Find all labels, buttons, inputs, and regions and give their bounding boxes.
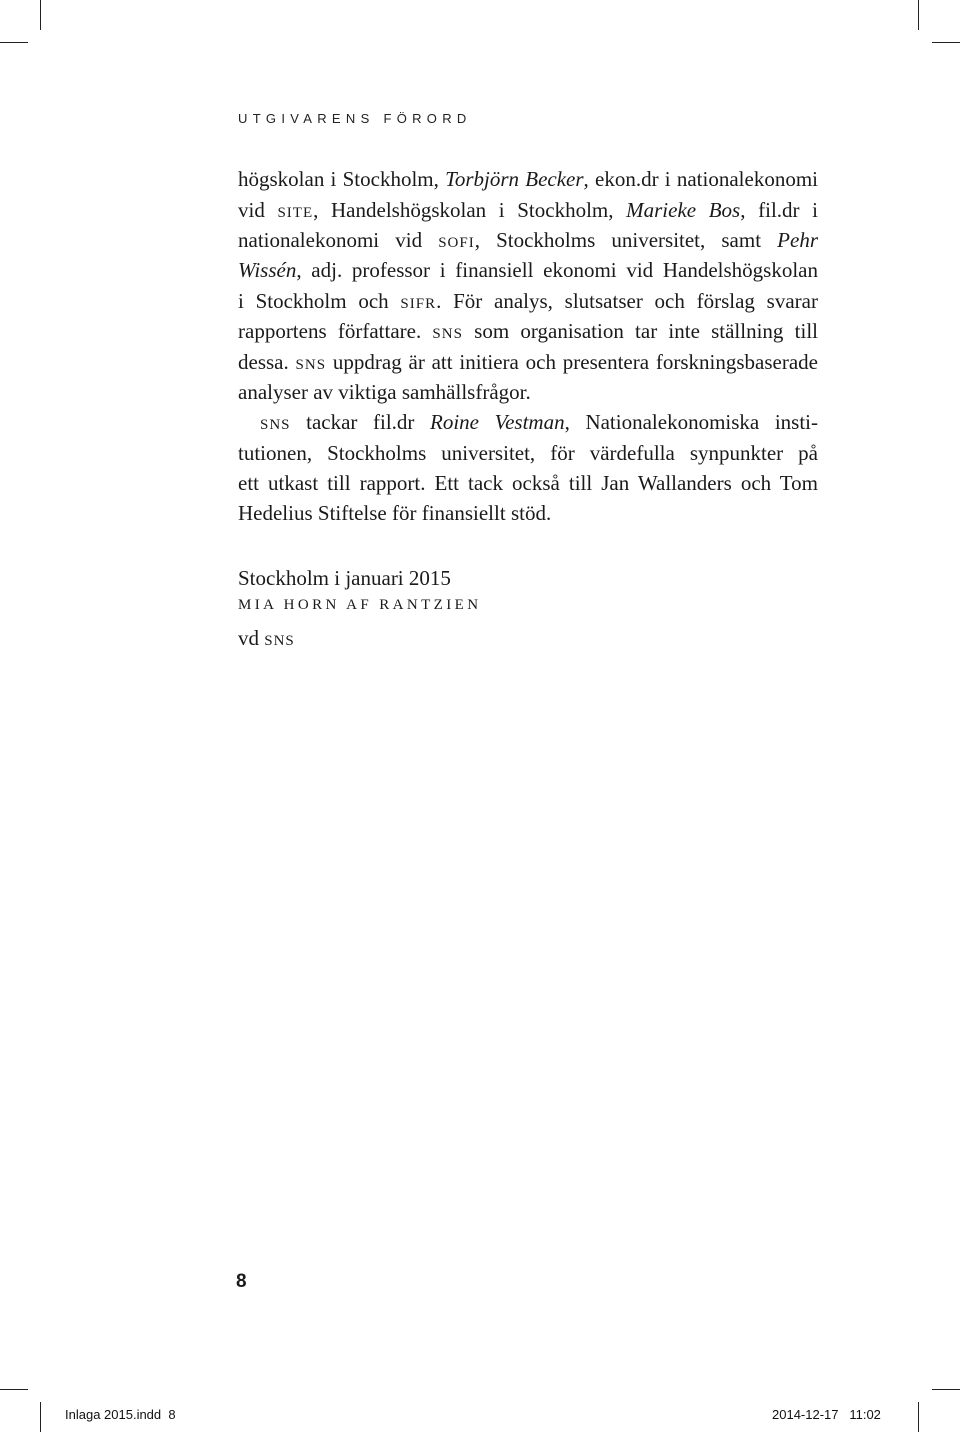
text-run: tutionen, Stockholms universitet, för värdefulla synpunkter på: [238, 441, 818, 465]
text-run: tackar fil.dr: [290, 410, 431, 434]
text-run: ett utkast till rapport. Ett tack också till Jan Wallanders och Tom: [238, 471, 818, 495]
text-run: vid: [238, 198, 278, 222]
slug-datetime: [772, 1407, 881, 1422]
text-run: , adj. professor i finansiell ekonomi vid Handelshögskolan: [296, 258, 818, 282]
signature-title: [238, 626, 295, 651]
crop-mark-top-left-v: [40, 0, 41, 30]
text-line: [238, 230, 818, 251]
text-run: . För analys, slutsatser och förslag svarar: [436, 289, 818, 313]
text-run: Hedelius Stiftelse för finansiellt stöd.: [238, 501, 552, 525]
crop-mark-bottom-left-h: [0, 1389, 28, 1390]
text-line: [238, 352, 818, 373]
slug-file: [65, 1407, 176, 1422]
text-run: , ekon.dr i nationalekonomi: [583, 167, 818, 191]
crop-mark-bottom-right-h: [932, 1389, 960, 1390]
italic-name: Torbjörn Becker: [445, 167, 584, 191]
crop-mark-bottom-left-v: [40, 1402, 41, 1432]
text-run: , Stockholms universitet, samt: [474, 228, 778, 252]
text-run: uppdrag är att initiera och presentera forskningsbaserade: [326, 350, 818, 374]
italic-name: Wissén: [238, 258, 297, 282]
text-line: [238, 291, 818, 312]
crop-mark-top-left-h: [0, 42, 28, 43]
crop-mark-bottom-right-v: [918, 1402, 919, 1432]
text-line: [238, 503, 818, 524]
text-run: högskolan i Stockholm,: [238, 167, 446, 191]
small-caps-acronym: sns: [260, 410, 291, 434]
text-line: [238, 169, 818, 190]
text-run: som organisation tar inte ställning till: [462, 319, 818, 343]
text-line: [260, 412, 818, 433]
slug-date: 2014-12-17: [772, 1407, 839, 1422]
signature-name: MIA HORN AF RANTZIEN: [238, 597, 482, 613]
signature-title-org: sns: [264, 626, 295, 650]
italic-name: Pehr: [777, 228, 818, 252]
text-line: [238, 200, 818, 221]
text-line: [238, 382, 818, 403]
text-run: nationalekonomi vid: [238, 228, 439, 252]
slug-page: 8: [168, 1407, 176, 1422]
text-line: [238, 260, 818, 281]
slug-time: 11:02: [849, 1407, 881, 1422]
page-number: 8: [236, 1271, 247, 1292]
text-line: [238, 321, 818, 342]
text-run: dessa.: [238, 350, 296, 374]
crop-mark-top-right-h: [932, 42, 960, 43]
italic-name: Roine Vestman: [430, 410, 565, 434]
signature-place-date: Stockholm i januari 2015: [238, 566, 451, 590]
small-caps-acronym: site: [277, 198, 314, 222]
text-run: , Handelshögskolan i Stockholm,: [313, 198, 627, 222]
text-run: i Stockholm och: [238, 289, 401, 313]
crop-mark-top-right-v: [918, 0, 919, 30]
small-caps-acronym: sns: [295, 350, 327, 374]
small-caps-acronym: sifr: [400, 289, 437, 313]
text-run: , Nationalekonomiska insti-: [564, 410, 818, 434]
text-line: [238, 443, 818, 464]
running-header: UTGIVARENS FÖRORD: [238, 111, 472, 126]
small-caps-acronym: sns: [432, 319, 463, 343]
text-line: [238, 473, 818, 494]
text-run: analyser av viktiga samhällsfrågor.: [238, 380, 531, 404]
italic-name: Marieke Bos: [626, 198, 741, 222]
text-run: rapportens författare.: [238, 319, 433, 343]
small-caps-acronym: sofi: [438, 228, 475, 252]
slug-filename: Inlaga 2015.indd: [65, 1407, 162, 1422]
text-run: , fil.dr i: [740, 198, 818, 222]
signature-title-role: vd: [238, 626, 259, 650]
